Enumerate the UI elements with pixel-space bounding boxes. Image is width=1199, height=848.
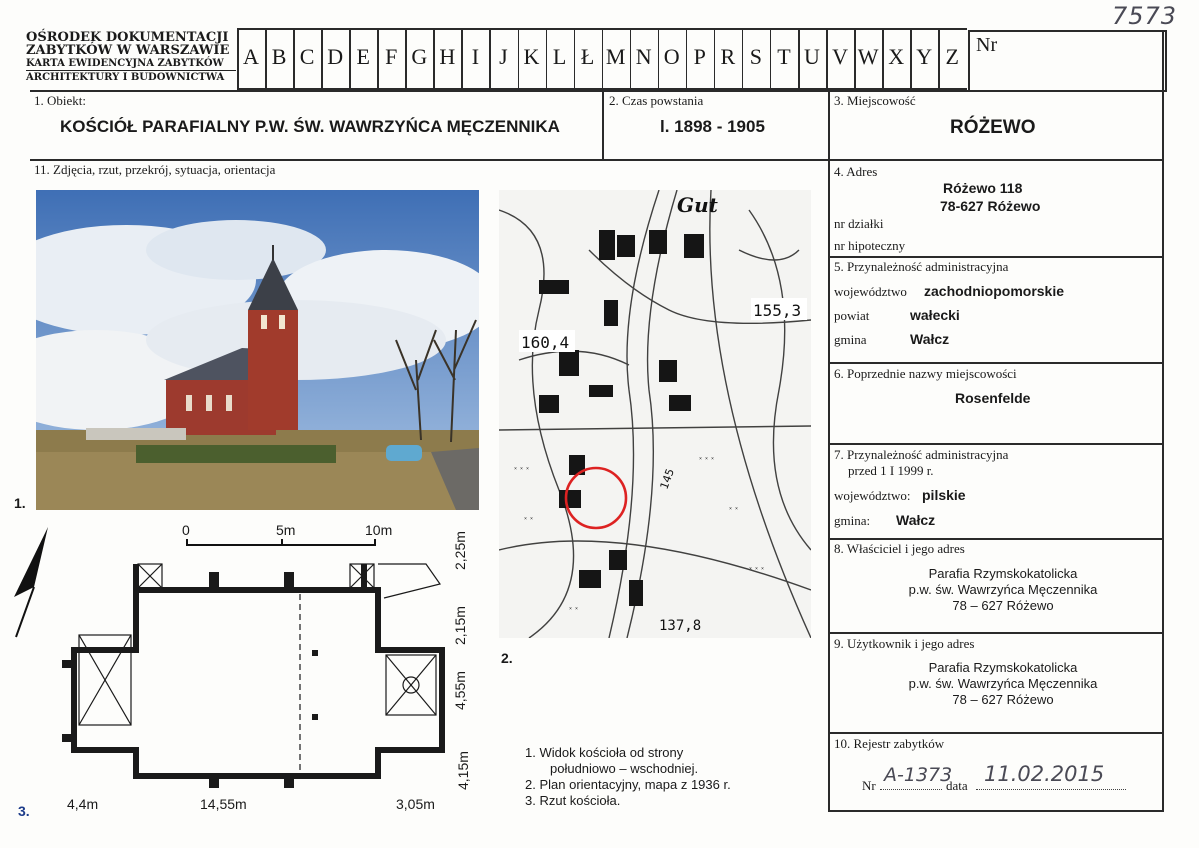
letter-t: T (777, 44, 791, 69)
letter-y: Y (916, 44, 933, 69)
letter-separator (882, 28, 884, 90)
svg-text:× × ×: × × × (699, 456, 715, 462)
adres-line2: 78-627 Różewo (940, 198, 1041, 214)
letter-s: S (749, 44, 763, 69)
letter-n: N (635, 44, 652, 69)
dim-3-05m: 3,05m (396, 796, 435, 812)
letter-i: I (471, 44, 480, 69)
dim-4-55m: 4,55m (452, 671, 468, 710)
letter-a: A (243, 44, 259, 69)
letter-g: G (411, 44, 428, 69)
legend-item-2: 2. Plan orientacyjny, mapa z 1936 r. (525, 777, 731, 792)
letter-separator (798, 28, 800, 90)
adres-line1: Różewo 118 (943, 180, 1023, 196)
letter-separator (574, 28, 576, 90)
letter-separator (489, 28, 491, 90)
wlasciciel-line2: p.w. św. Wawrzyńca Męczennika (908, 582, 1098, 597)
map-label-gut: Gut (677, 193, 718, 217)
letter-h: H (439, 44, 456, 69)
north-arrow-icon (10, 525, 50, 645)
dim-14-55m: 14,55m (200, 796, 247, 812)
letter-separator (237, 28, 239, 90)
letter-separator (826, 28, 828, 90)
admin-label: 5. Przynależność administracyjna (834, 259, 1009, 274)
svg-text:× ×: × × (729, 506, 739, 512)
letter-o: O (663, 44, 680, 69)
letter-separator (910, 28, 912, 90)
obiekt-value: KOŚCIÓŁ PARAFIALNY P.W. ŚW. WAWRZYŃCA MĘCZENNIKA (60, 117, 560, 136)
zdjecia-label: 11. Zdjęcia, rzut, przekrój, sytuacja, orientacja (34, 162, 276, 177)
header-line-2: ZABYTKÓW W WARSZAWIE (26, 43, 230, 58)
letter-separator (602, 28, 604, 90)
old-wojewodztwo-label: województwo: (834, 488, 911, 503)
svg-text:× ×: × × (569, 606, 579, 612)
letter-r: R (720, 44, 736, 69)
rejestr-nr-value: A-1373 (884, 764, 953, 786)
scale-5m: 5m (276, 522, 296, 538)
letter-separator (770, 28, 772, 90)
old-gmina-value: Wałcz (896, 512, 936, 528)
adres-label: 4. Adres (834, 164, 878, 179)
letter-d: D (327, 44, 344, 69)
scale-0: 0 (182, 522, 190, 538)
uzytkownik-address (878, 660, 1128, 708)
nr-label: Nr (976, 34, 998, 56)
svg-text:× ×: × × (524, 516, 534, 522)
powiat-label: powiat (834, 308, 870, 323)
old-gmina-label: gmina: (834, 513, 871, 528)
dim-2-15m: 2,15m (452, 606, 468, 645)
letter-p: P (693, 44, 706, 69)
powiat-value: wałecki (910, 307, 960, 323)
letter-separator (658, 28, 660, 90)
map-label-145: 145 (657, 466, 678, 492)
letter-j: J (499, 44, 508, 69)
letter-u: U (804, 44, 820, 69)
admin-old-date: przed 1 I 1999 r. (848, 463, 934, 478)
miejscowosc-value: RÓŻEWO (950, 117, 1036, 138)
poprzednie-label: 6. Poprzednie nazwy miejscowości (834, 366, 1017, 381)
letter-separator (686, 28, 688, 90)
miejscowosc-label: 3. Miejscowość (834, 93, 916, 108)
figure-legend (525, 745, 731, 809)
letter-l: L (552, 44, 567, 69)
letter-separator (405, 28, 407, 90)
church-floor-plan (54, 550, 494, 800)
legend-item-3: 3. Rzut kościoła. (525, 793, 621, 808)
dim-4-4m: 4,4m (67, 796, 99, 812)
letter-m: M (605, 44, 626, 69)
nr-hipoteczny-label: nr hipoteczny (834, 238, 906, 253)
uzytkownik-label: 9. Użytkownik i jego adres (834, 636, 975, 651)
nr-dzialki-label: nr działki (834, 216, 884, 231)
scale-10m: 10m (365, 522, 393, 538)
scale-bar (160, 522, 400, 548)
dim-4-15m: 4,15m (455, 751, 471, 790)
letter-separator (293, 28, 295, 90)
letter-separator (265, 28, 267, 90)
letter-v: V (832, 44, 848, 69)
wlasciciel-line1: Parafia Rzymskokatolicka (928, 566, 1078, 581)
legend-item-1a: 1. Widok kościoła od strony (525, 745, 684, 760)
figure-3-number: 3. (18, 803, 30, 819)
map-label-160: 160,4 (521, 333, 570, 352)
letter-separator (321, 28, 323, 90)
letter-separator (714, 28, 716, 90)
letter-separator (546, 28, 548, 90)
map-label-137: 137,8 (659, 618, 702, 634)
poprzednie-value: Rosenfelde (955, 390, 1031, 406)
letter-separator (854, 28, 856, 90)
letter-b: B (271, 44, 287, 69)
wlasciciel-label: 8. Właściciel i jego adres (834, 541, 965, 556)
rejestr-label: 10. Rejestr zabytków (834, 736, 945, 751)
old-wojewodztwo-value: pilskie (922, 487, 966, 503)
letter-f: F (385, 44, 398, 69)
rejestr-data-value: 11.02.2015 (984, 762, 1105, 786)
wojewodztwo-label: województwo (834, 284, 907, 299)
dim-2-25m: 2,25m (452, 531, 468, 570)
gmina-value: Wałcz (910, 331, 950, 347)
uzytkownik-line3: 78 – 627 Różewo (952, 692, 1054, 707)
letter-z: Z (945, 44, 959, 69)
letter-k: K (523, 44, 540, 69)
czas-label: 2. Czas powstania (609, 93, 704, 108)
nr-box (968, 30, 1167, 92)
header-line-4: ARCHITEKTURY I BUDOWNICTWA (26, 70, 236, 84)
letter-separator (518, 28, 520, 90)
uzytkownik-line1: Parafia Rzymskokatolicka (928, 660, 1078, 675)
wojewodztwo-value: zachodniopomorskie (924, 283, 1065, 299)
church-photo (36, 190, 479, 510)
letter-separator (377, 28, 379, 90)
wlasciciel-address (878, 566, 1128, 614)
letter-separator (433, 28, 435, 90)
letter-e: E (356, 44, 370, 69)
figure-1-number: 1. (14, 495, 26, 511)
header-line-3: KARTA EWIDENCYJNA ZABYTKÓW (26, 58, 224, 69)
letter-w: W (857, 44, 879, 69)
letter-separator (630, 28, 632, 90)
uzytkownik-line2: p.w. św. Wawrzyńca Męczennika (908, 676, 1098, 691)
figure-2-number: 2. (501, 650, 513, 666)
letter-separator (349, 28, 351, 90)
letter-c: C (299, 44, 315, 69)
rejestr-data-label: data (946, 778, 968, 793)
map-label-155: 155,3 (753, 301, 802, 320)
legend-item-1b: południowo – wschodniej. (550, 761, 699, 776)
letter-separator (938, 28, 940, 90)
czas-value: l. 1898 - 1905 (660, 117, 765, 136)
letter-x: X (888, 44, 905, 69)
handwritten-archive-number: 7573 (1112, 2, 1178, 30)
gmina-label: gmina (834, 332, 867, 347)
orientation-map (499, 190, 811, 638)
admin-old-label: 7. Przynależność administracyjna (834, 447, 1009, 462)
institution-header (26, 31, 236, 84)
letter-ł: Ł (580, 44, 595, 69)
obiekt-label: 1. Obiekt: (34, 93, 86, 108)
rejestr-nr-label: Nr (862, 778, 876, 793)
header-line-1: OŚRODEK DOKUMENTACJI (26, 30, 229, 45)
letter-separator (461, 28, 463, 90)
svg-text:× × ×: × × × (749, 566, 765, 572)
letter-separator (742, 28, 744, 90)
svg-text:× × ×: × × × (514, 466, 530, 472)
wlasciciel-line3: 78 – 627 Różewo (952, 598, 1054, 613)
